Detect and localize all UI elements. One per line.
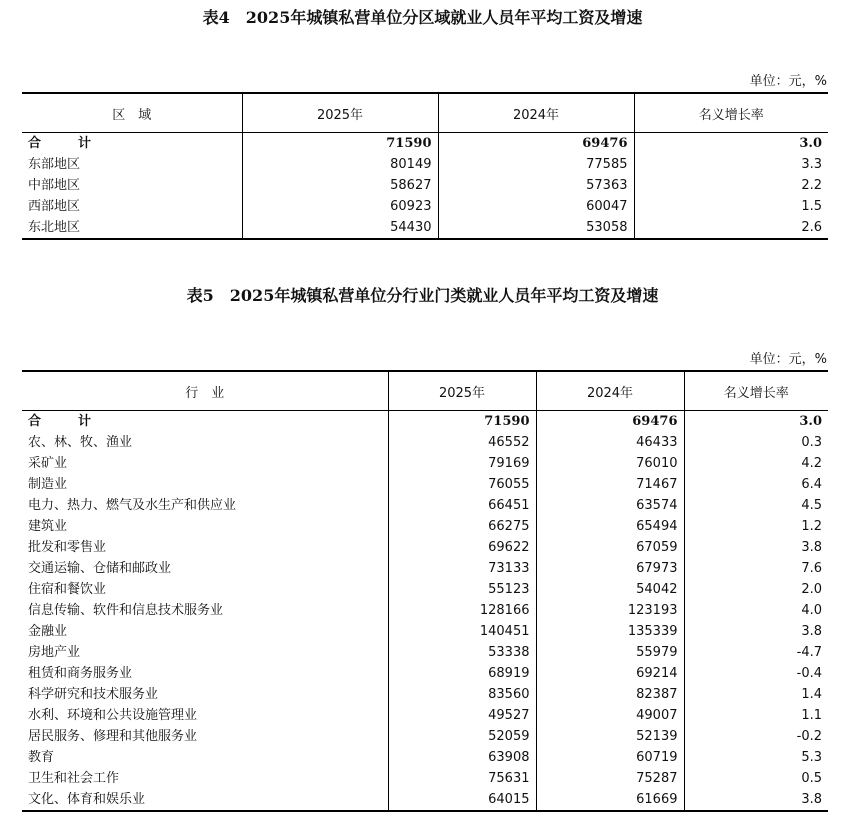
table5-title: 表5 2025年城镇私营单位分行业门类就业人员年平均工资及增速 <box>186 286 659 305</box>
row-label: 信息传输、软件和信息技术服务业 <box>28 603 224 618</box>
row-label: 东北地区 <box>22 217 242 239</box>
value-2025: 58627 <box>242 175 438 196</box>
value-2025: 128166 <box>388 600 536 621</box>
value-2025: 83560 <box>388 684 536 705</box>
value-2025: 63908 <box>388 747 536 768</box>
total-row <box>22 411 828 433</box>
value-2024: 46433 <box>536 432 684 453</box>
table-row <box>22 453 828 474</box>
value-2025: 79169 <box>388 453 536 474</box>
value-2024: 55979 <box>536 642 684 663</box>
row-label: 金融业 <box>28 624 68 639</box>
growth-rate: 6.4 <box>684 474 828 495</box>
table4-title: 表4 2025年城镇私营单位分区域就业人员年平均工资及增速 <box>202 8 643 27</box>
growth-rate: 3.0 <box>684 411 828 433</box>
row-label: 东部地区 <box>28 157 81 172</box>
value-2024: 77585 <box>438 154 634 175</box>
value-2025: 75631 <box>388 768 536 789</box>
table-row <box>22 558 828 579</box>
value-2025: 54430 <box>242 217 438 239</box>
value-2025: 71590 <box>242 133 438 155</box>
growth-rate: 1.5 <box>634 196 828 217</box>
table4 <box>22 92 828 240</box>
row-label: 科学研究和技术服务业 <box>28 687 159 702</box>
growth-rate: -0.2 <box>684 726 828 747</box>
table5-header-industry: 行 业 <box>22 371 388 411</box>
table-row <box>22 175 828 196</box>
table4-header-region: 区 域 <box>22 93 242 133</box>
value-2025: 53338 <box>388 642 536 663</box>
table-row <box>22 432 828 453</box>
value-2024: 69476 <box>536 411 684 433</box>
table5-header-2025: 2025年 <box>388 371 536 411</box>
row-label: 批发和零售业 <box>28 540 107 555</box>
value-2024: 67973 <box>536 558 684 579</box>
growth-rate: 4.0 <box>684 600 828 621</box>
value-2024: 135339 <box>536 621 684 642</box>
table-row <box>22 684 828 705</box>
growth-rate: 7.6 <box>684 558 828 579</box>
growth-rate: 0.5 <box>684 768 828 789</box>
value-2024: 60719 <box>536 747 684 768</box>
value-2025: 52059 <box>388 726 536 747</box>
value-2025: 80149 <box>242 154 438 175</box>
value-2024: 123193 <box>536 600 684 621</box>
value-2024: 71467 <box>536 474 684 495</box>
value-2025: 66275 <box>388 516 536 537</box>
table4-body <box>22 133 828 240</box>
growth-rate: 3.0 <box>634 133 828 155</box>
value-2025: 64015 <box>388 789 536 811</box>
row-label: 住宿和餐饮业 <box>28 582 107 597</box>
growth-rate: 2.6 <box>634 217 828 239</box>
growth-rate: 2.0 <box>684 579 828 600</box>
table5-header-row <box>22 371 828 411</box>
value-2024: 76010 <box>536 453 684 474</box>
table-row <box>22 537 828 558</box>
table-row <box>22 768 828 789</box>
row-label: 房地产业 <box>28 645 81 660</box>
growth-rate: 1.1 <box>684 705 828 726</box>
growth-rate: -4.7 <box>684 642 828 663</box>
value-2024: 61669 <box>536 789 684 811</box>
table-row <box>22 579 828 600</box>
table-row <box>22 789 828 811</box>
table5-body <box>22 411 828 812</box>
table-row <box>22 196 828 217</box>
total-row <box>22 133 828 155</box>
table-row <box>22 516 828 537</box>
value-2024: 49007 <box>536 705 684 726</box>
value-2024: 60047 <box>438 196 634 217</box>
value-2025: 76055 <box>388 474 536 495</box>
value-2024: 63574 <box>536 495 684 516</box>
value-2024: 69214 <box>536 663 684 684</box>
row-label: 文化、体育和娱乐业 <box>22 789 388 811</box>
value-2025: 73133 <box>388 558 536 579</box>
table-row <box>22 621 828 642</box>
row-label: 中部地区 <box>28 178 81 193</box>
value-2024: 65494 <box>536 516 684 537</box>
table4-header-2025: 2025年 <box>242 93 438 133</box>
table-row <box>22 726 828 747</box>
value-2025: 71590 <box>388 411 536 433</box>
table5 <box>22 370 828 812</box>
value-2024: 53058 <box>438 217 634 239</box>
table-row <box>22 642 828 663</box>
growth-rate: 0.3 <box>684 432 828 453</box>
value-2025: 140451 <box>388 621 536 642</box>
row-label: 卫生和社会工作 <box>28 771 120 786</box>
growth-rate: 5.3 <box>684 747 828 768</box>
row-label: 西部地区 <box>28 199 81 214</box>
value-2024: 54042 <box>536 579 684 600</box>
growth-rate: 3.3 <box>634 154 828 175</box>
growth-rate: 1.2 <box>684 516 828 537</box>
table-row <box>22 705 828 726</box>
growth-rate: 3.8 <box>684 789 828 811</box>
value-2024: 75287 <box>536 768 684 789</box>
table-row <box>22 154 828 175</box>
row-label: 电力、热力、燃气及水生产和供应业 <box>28 498 237 513</box>
row-label: 居民服务、修理和其他服务业 <box>28 729 198 744</box>
table-row <box>22 600 828 621</box>
value-2024: 69476 <box>438 133 634 155</box>
table4-header-2024: 2024年 <box>438 93 634 133</box>
value-2024: 82387 <box>536 684 684 705</box>
row-label: 农、林、牧、渔业 <box>28 435 133 450</box>
table-row <box>22 474 828 495</box>
growth-rate: 4.5 <box>684 495 828 516</box>
growth-rate: -0.4 <box>684 663 828 684</box>
value-2025: 66451 <box>388 495 536 516</box>
value-2025: 55123 <box>388 579 536 600</box>
row-label: 水利、环境和公共设施管理业 <box>28 708 198 723</box>
table4-header-row <box>22 93 828 133</box>
growth-rate: 3.8 <box>684 621 828 642</box>
row-label: 采矿业 <box>28 456 68 471</box>
value-2024: 67059 <box>536 537 684 558</box>
row-label: 合 计 <box>28 414 104 429</box>
row-label: 制造业 <box>28 477 68 492</box>
row-label: 教育 <box>28 750 55 765</box>
row-label: 建筑业 <box>28 519 68 534</box>
growth-rate: 1.4 <box>684 684 828 705</box>
table-row <box>22 495 828 516</box>
table-row <box>22 663 828 684</box>
value-2024: 52139 <box>536 726 684 747</box>
value-2025: 46552 <box>388 432 536 453</box>
row-label: 租赁和商务服务业 <box>28 666 133 681</box>
value-2025: 60923 <box>242 196 438 217</box>
table-row <box>22 747 828 768</box>
value-2024: 57363 <box>438 175 634 196</box>
growth-rate: 2.2 <box>634 175 828 196</box>
value-2025: 49527 <box>388 705 536 726</box>
growth-rate: 4.2 <box>684 453 828 474</box>
value-2025: 68919 <box>388 663 536 684</box>
table-row <box>22 217 828 239</box>
table4-header-growth-rate: 名义增长率 <box>634 93 828 133</box>
growth-rate: 3.8 <box>684 537 828 558</box>
table4-unit: 单位：元，% <box>749 74 827 89</box>
row-label: 交通运输、仓储和邮政业 <box>28 561 172 576</box>
value-2025: 69622 <box>388 537 536 558</box>
table5-unit: 单位：元，% <box>749 352 827 367</box>
table5-header-2024: 2024年 <box>536 371 684 411</box>
table5-header-growth-rate: 名义增长率 <box>684 371 828 411</box>
row-label: 合 计 <box>28 136 104 151</box>
